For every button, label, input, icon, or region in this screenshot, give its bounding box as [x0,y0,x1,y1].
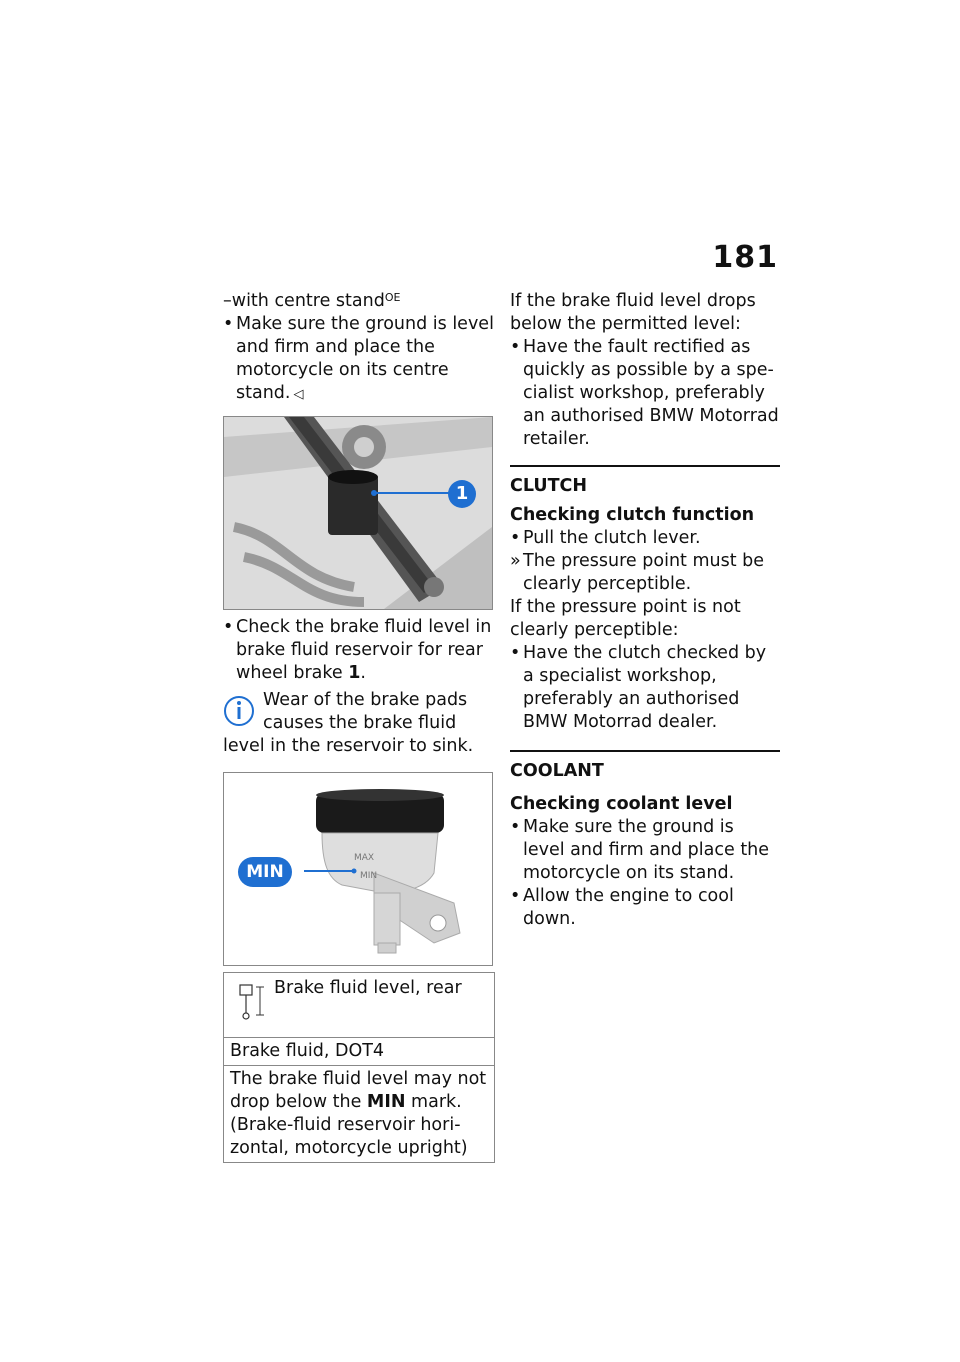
condition-pressure-point: If the pressure point is not clearly perceptible: [510,597,741,640]
spec-header: Brake fluid level, rear [224,973,494,1038]
info-icon [223,689,259,729]
left-column [223,290,495,1163]
note-brake-pad-wear: Wear of the brake pads causes the brake fluid level in the reservoir to sink. [223,690,474,756]
section-title-coolant: COOLANT [510,761,604,781]
section-divider [510,465,780,467]
step-engine-cool: • Allow the engine to cool down. [510,885,780,931]
subsection-clutch-function: Checking clutch function [510,505,755,525]
end-mark-icon: ◁ [293,387,304,402]
step-have-clutch-checked: • Have the clutch checked by a specialist workshop, preferably an authorised BMW Motorrad dealer. [510,642,780,734]
step-have-rectified: • Have the fault rectified as quickly as possible by a specialist workshop, preferably an authorised BMW Motorrad retailer. [510,336,780,451]
callout-1: 1 [448,480,476,508]
spec-fluid-type: Brake fluid, DOT4 [224,1038,494,1066]
fluid-level-gauge-icon [236,981,266,1021]
step-place-on-stand: • Make sure the ground is level and firm and place the motorcycle on its centre stand. ◁ [223,313,495,406]
spec-table-brake-fluid [223,972,495,1163]
reservoir-location-illustration [224,417,492,609]
spec-description: The brake fluid level may not drop below the MIN mark. (Brake-fluid reservoir horizontal, motorcycle upright) [230,1069,487,1158]
subsection-coolant-level: Checking coolant level [510,794,733,814]
min-callout: MIN [238,857,292,887]
section-title-clutch: CLUTCH [510,476,588,496]
ref-1: 1 [348,663,361,683]
section-divider [510,750,780,752]
right-column [510,290,780,931]
min-mark: MIN [360,871,378,881]
max-mark: MAX [354,853,375,863]
step-check-brake-fluid: • Check the brake fluid level in brake fluid reservoir for rear wheel brake 1. [223,616,495,685]
figure-brake-reservoir-location [223,416,493,610]
condition-brake-low: If the brake fluid level drops below the permitted level: [510,291,756,334]
step-pull-clutch: • Pull the clutch lever. [510,527,780,550]
page-number: 181 [712,240,778,275]
optional-equipment-mark: OE [384,291,401,304]
result-pressure-point: » The pressure point must be clearly perceptible. [510,550,780,596]
step-ground-level: • Make sure the ground is level and firm and place the motorcycle on its stand. [510,816,780,885]
prerequisite: –with centre stand$^{OE}$ [223,291,401,311]
figure-brake-reservoir-min [223,772,493,966]
